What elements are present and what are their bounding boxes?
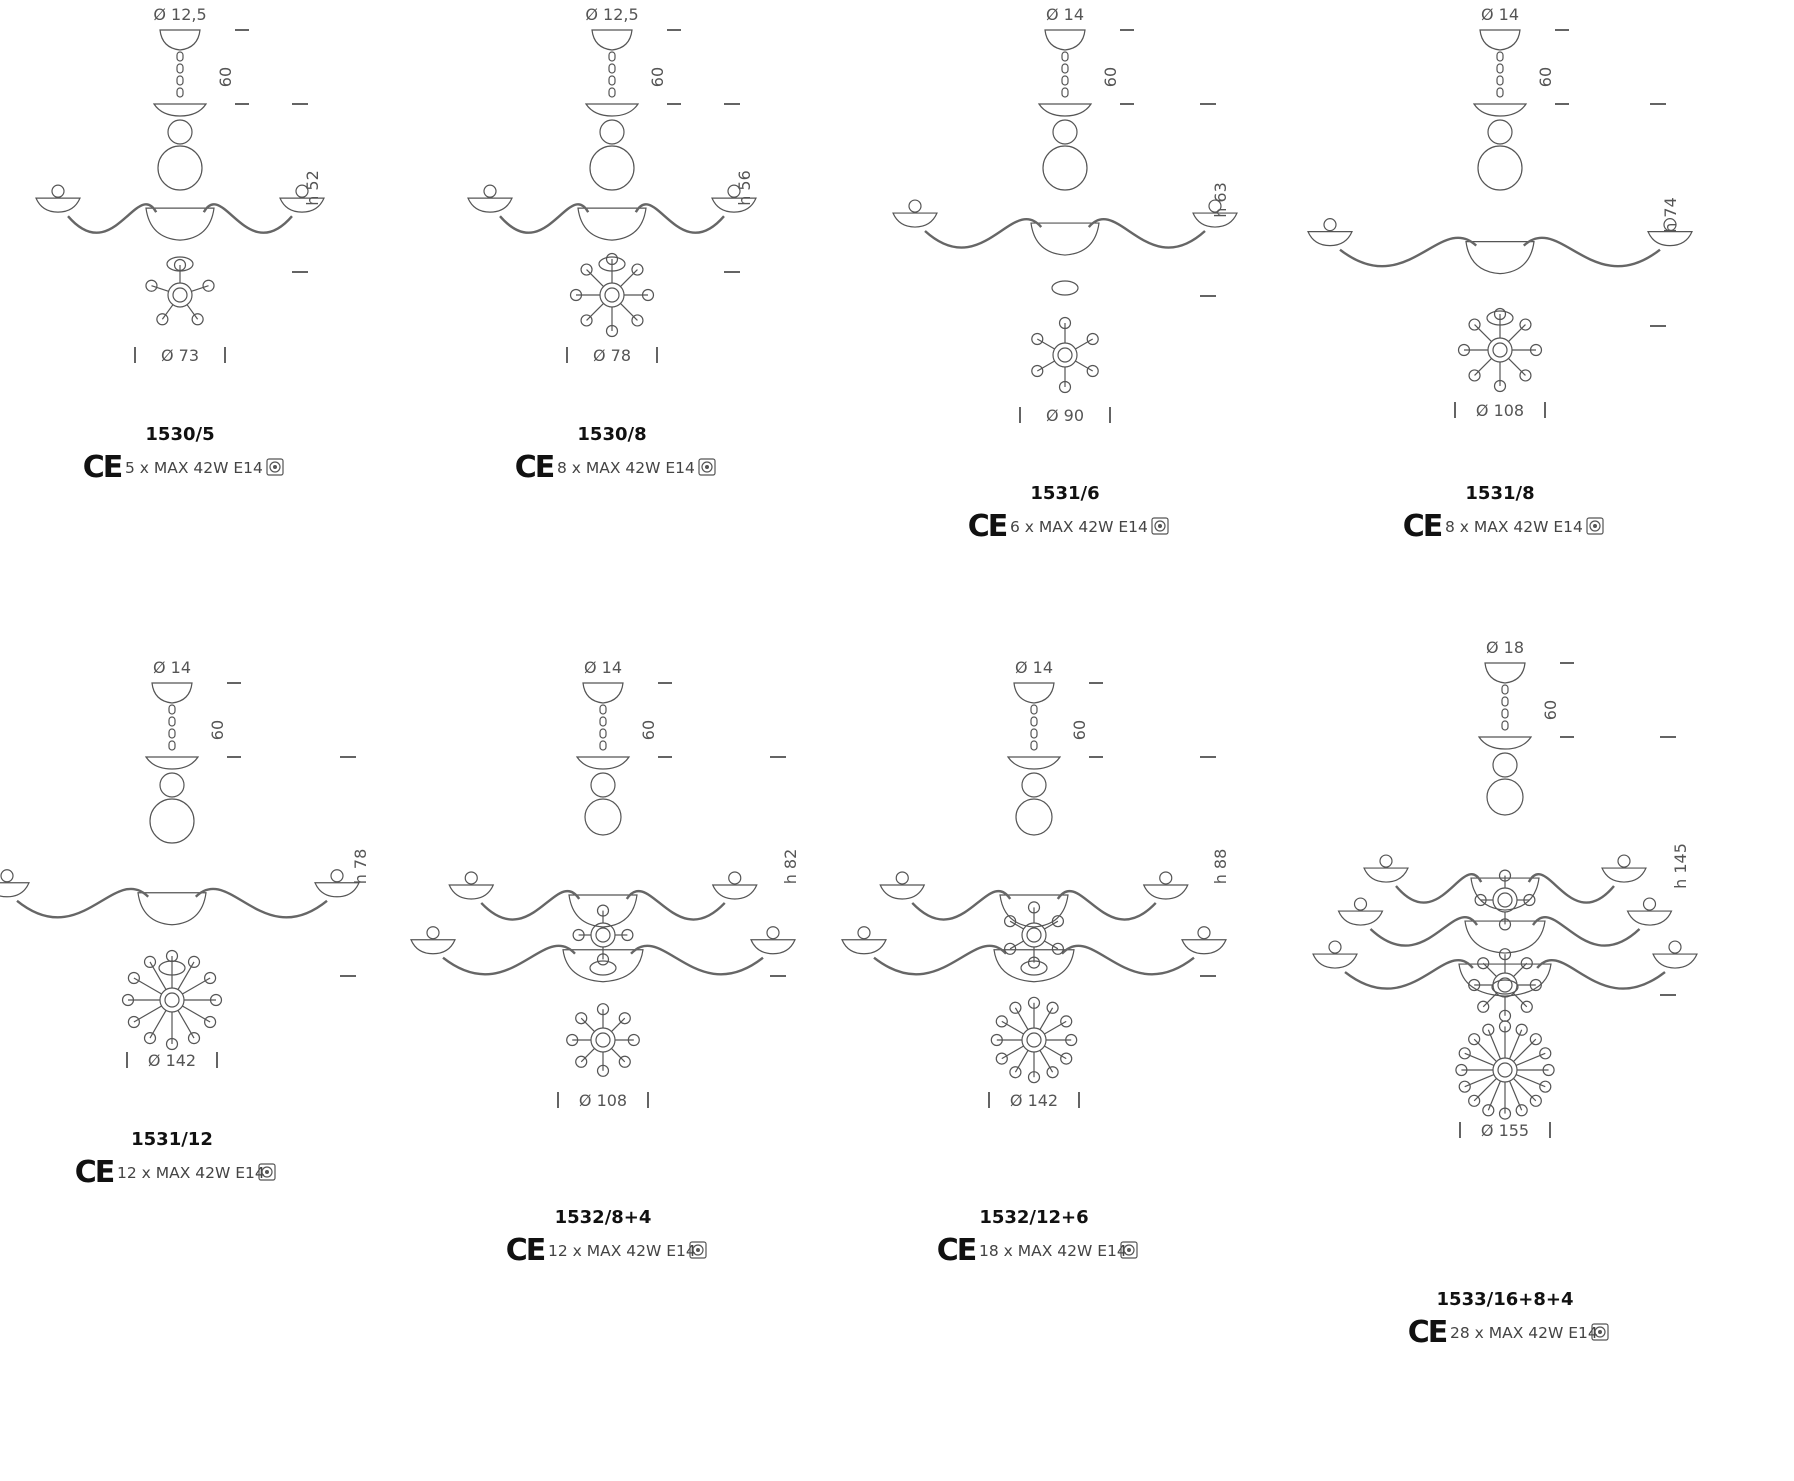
arm <box>481 891 579 919</box>
chain-link <box>1031 705 1037 714</box>
specs-label: 8 x MAX 42W E14 <box>1445 518 1583 536</box>
diameter-label: Ø 90 <box>1045 406 1085 425</box>
stem-sphere <box>158 146 202 190</box>
bobeche <box>1602 868 1646 882</box>
product-1531-12 <box>0 658 370 1190</box>
arm <box>636 204 724 232</box>
stem-sphere <box>1053 120 1077 144</box>
chain-link <box>169 717 175 726</box>
chain-length-label: 60 <box>208 719 227 741</box>
chain-link <box>1062 52 1068 61</box>
ce-mark: CE <box>1402 509 1442 544</box>
plan-hub-inner <box>596 1033 610 1047</box>
top-cup <box>1008 757 1060 769</box>
chain-link <box>600 741 606 750</box>
bulb <box>331 870 343 882</box>
plan-arm <box>1475 358 1492 375</box>
diameter-label: Ø 108 <box>1475 401 1525 420</box>
product-1531-6 <box>893 5 1237 544</box>
height-label: h 88 <box>1211 848 1230 885</box>
diameter-label: Ø 108 <box>578 1091 628 1110</box>
canopy-diameter-label: Ø 18 <box>1485 638 1525 657</box>
bobeche <box>1308 232 1352 246</box>
lamp-class-icon <box>1152 518 1168 534</box>
chain-length-label: 60 <box>1536 66 1555 88</box>
product-code: 1530/8 <box>577 424 647 445</box>
specs-label: 12 x MAX 42W E14 <box>548 1242 696 1260</box>
arm <box>17 889 148 917</box>
arm <box>1529 874 1614 902</box>
plan-arm <box>620 270 637 287</box>
bulb <box>1329 941 1341 953</box>
ce-mark: CE <box>505 1233 545 1268</box>
plan-hub-inner <box>1498 893 1512 907</box>
specs-label: 6 x MAX 42W E14 <box>1010 518 1148 536</box>
chain-link <box>169 741 175 750</box>
chain-link <box>1502 709 1508 718</box>
canopy <box>592 30 632 50</box>
plan-arm <box>1010 941 1024 949</box>
chain-link <box>177 64 183 73</box>
plan-hub <box>1488 338 1512 362</box>
ce-mark: CE <box>967 509 1007 544</box>
plan-arm <box>581 1018 594 1031</box>
arm <box>1371 917 1478 945</box>
arm <box>1524 238 1660 266</box>
bulb <box>1618 855 1630 867</box>
plan-arm <box>1475 325 1492 342</box>
plan-hub <box>160 988 184 1012</box>
chain-link <box>1062 76 1068 85</box>
arm <box>925 219 1041 247</box>
product-code: 1532/8+4 <box>554 1207 652 1228</box>
product-code: 1530/5 <box>145 424 215 445</box>
top-cup <box>146 757 198 769</box>
chain-link <box>1497 52 1503 61</box>
chain-link <box>609 76 615 85</box>
bobeche <box>1653 954 1697 968</box>
arm <box>500 204 588 232</box>
canopy <box>152 683 192 703</box>
chain-link <box>1497 64 1503 73</box>
stem-sphere <box>1488 120 1512 144</box>
arm <box>1537 960 1665 988</box>
plan-hub-inner <box>596 928 610 942</box>
canopy-diameter-label: Ø 14 <box>1480 5 1520 24</box>
chain-link <box>169 729 175 738</box>
product-code: 1531/8 <box>1465 483 1535 504</box>
product-1532-8-4 <box>411 658 800 1268</box>
bobeche <box>0 883 29 897</box>
chain-link <box>177 52 183 61</box>
plan-arm <box>182 978 210 994</box>
bulb <box>729 872 741 884</box>
diameter-label: Ø 155 <box>1480 1121 1530 1140</box>
plan-arm <box>134 1006 162 1022</box>
plan-hub <box>1053 343 1077 367</box>
plan-arm <box>1040 1050 1053 1072</box>
arm <box>631 946 763 974</box>
plan-arm <box>1040 1008 1053 1030</box>
plan-arm <box>1044 1046 1066 1059</box>
bowl <box>1466 242 1534 274</box>
ce-mark: CE <box>82 450 122 485</box>
bobeche <box>449 885 493 899</box>
finial <box>590 961 616 975</box>
chain-length-label: 60 <box>1070 719 1089 741</box>
plan-arm <box>150 962 166 990</box>
bulb <box>1324 219 1336 231</box>
top-cup <box>1039 104 1091 116</box>
stem-sphere <box>600 120 624 144</box>
plan-arm <box>587 303 604 320</box>
bulb <box>1355 898 1367 910</box>
height-label: h 56 <box>735 170 754 206</box>
stem-sphere <box>1478 146 1522 190</box>
product-code: 1533/16+8+4 <box>1436 1289 1574 1310</box>
product-1531-8 <box>1308 5 1692 544</box>
chain-link <box>1502 685 1508 694</box>
plan-arm <box>1015 1008 1028 1030</box>
chain-length-label: 60 <box>639 719 658 741</box>
chain-length-label: 60 <box>648 66 667 88</box>
chain-link <box>1031 729 1037 738</box>
canopy <box>160 30 200 50</box>
plan-arm <box>587 270 604 287</box>
canopy-diameter-label: Ø 14 <box>1045 5 1085 24</box>
bowl <box>138 893 206 925</box>
canopy-diameter-label: Ø 12,5 <box>585 5 639 24</box>
lamp-class-icon <box>267 459 283 475</box>
diameter-label: Ø 78 <box>592 346 632 365</box>
finial <box>1052 281 1078 295</box>
product-code: 1531/6 <box>1030 483 1100 504</box>
plan-arm <box>1513 963 1526 976</box>
plan-arm <box>1044 1021 1066 1034</box>
canopy <box>1045 30 1085 50</box>
chain-link <box>1062 64 1068 73</box>
bulb <box>427 927 439 939</box>
top-cup <box>1474 104 1526 116</box>
bobeche <box>411 940 455 954</box>
product-1532-12-6 <box>842 658 1230 1268</box>
plan-arm <box>1513 993 1526 1006</box>
arm <box>68 204 156 232</box>
product-1533-16-8-4 <box>1313 638 1697 1350</box>
stem-sphere <box>150 799 194 843</box>
stem-sphere <box>1016 799 1052 835</box>
plan-arm <box>178 962 194 990</box>
bobeche <box>713 885 757 899</box>
plan-arm <box>1483 993 1496 1006</box>
arm <box>1533 917 1640 945</box>
arm <box>1058 891 1156 919</box>
bulb <box>1160 872 1172 884</box>
bowl <box>146 208 214 240</box>
bobeche <box>842 940 886 954</box>
plan-hub-inner <box>1027 928 1041 942</box>
chain-length-label: 60 <box>1541 699 1560 721</box>
arm <box>196 889 327 917</box>
arm <box>1340 238 1476 266</box>
top-cup <box>586 104 638 116</box>
bobeche <box>1182 940 1226 954</box>
chain-link <box>1062 88 1068 97</box>
product-code: 1532/12+6 <box>979 1207 1089 1228</box>
arm <box>1396 874 1481 902</box>
product-code: 1531/12 <box>131 1129 213 1150</box>
ce-mark: CE <box>514 450 554 485</box>
plan-hub <box>1493 1058 1517 1082</box>
bowl <box>1031 223 1099 255</box>
canopy <box>1014 683 1054 703</box>
arm <box>1089 219 1205 247</box>
diameter-label: Ø 142 <box>147 1051 197 1070</box>
bulb <box>484 185 496 197</box>
height-label: h 52 <box>303 170 322 206</box>
plan-arm <box>178 1010 194 1038</box>
chain-link <box>609 52 615 61</box>
bobeche <box>1364 868 1408 882</box>
bobeche <box>36 198 80 212</box>
product-1530-8 <box>468 5 756 485</box>
stem-sphere <box>160 773 184 797</box>
plan-arm <box>1508 325 1525 342</box>
arm <box>874 946 1006 974</box>
bulb <box>52 185 64 197</box>
plan-arm <box>134 978 162 994</box>
lamp-class-icon <box>699 459 715 475</box>
canopy <box>1485 663 1525 683</box>
bulb <box>1644 898 1656 910</box>
height-label: h 78 <box>351 848 370 885</box>
plan-hub <box>1493 888 1517 912</box>
plan-hub-inner <box>1027 1033 1041 1047</box>
lamp-class-icon <box>1587 518 1603 534</box>
plan-hub <box>1022 1028 1046 1052</box>
plan-arm <box>182 1006 210 1022</box>
bulb <box>896 872 908 884</box>
stem-sphere <box>168 120 192 144</box>
arm <box>912 891 1010 919</box>
bulb <box>1198 927 1210 939</box>
bulb <box>1380 855 1392 867</box>
plan-hub-inner <box>1498 1063 1512 1077</box>
specs-label: 8 x MAX 42W E14 <box>557 459 695 477</box>
plan-hub <box>591 1028 615 1052</box>
stem-sphere <box>1493 753 1517 777</box>
plan-hub-inner <box>1493 343 1507 357</box>
chain-length-label: 60 <box>216 66 235 88</box>
bobeche <box>880 885 924 899</box>
bulb <box>1669 941 1681 953</box>
product-1530-5 <box>36 5 324 485</box>
chain-link <box>609 64 615 73</box>
canopy-diameter-label: Ø 14 <box>583 658 623 677</box>
plan-hub-inner <box>1058 348 1072 362</box>
bulb <box>858 927 870 939</box>
chain-link <box>1497 88 1503 97</box>
specs-label: 18 x MAX 42W E14 <box>979 1242 1127 1260</box>
canopy <box>583 683 623 703</box>
chain-length-label: 60 <box>1101 66 1120 88</box>
stem-sphere <box>1043 146 1087 190</box>
plan-arm <box>581 1048 594 1061</box>
chain-link <box>169 705 175 714</box>
bobeche <box>1144 885 1188 899</box>
plan-hub <box>600 283 624 307</box>
height-label: h 74 <box>1661 197 1680 233</box>
plan-hub-inner <box>173 288 187 302</box>
chain-link <box>177 76 183 85</box>
bobeche <box>751 940 795 954</box>
ce-mark: CE <box>74 1155 114 1190</box>
top-cup <box>1479 737 1531 749</box>
plan-arm <box>1015 1050 1028 1072</box>
bulb <box>909 200 921 212</box>
chain-link <box>177 88 183 97</box>
plan-arm <box>1044 941 1058 949</box>
bobeche <box>1313 954 1357 968</box>
bowl <box>578 208 646 240</box>
plan-arm <box>150 1010 166 1038</box>
height-label: h 145 <box>1671 843 1690 889</box>
bulb <box>1 870 13 882</box>
bobeche <box>893 213 937 227</box>
arm <box>1345 960 1473 988</box>
specs-label: 12 x MAX 42W E14 <box>117 1164 265 1182</box>
plan-arm <box>1002 1021 1024 1034</box>
plan-hub <box>168 283 192 307</box>
plan-arm <box>1483 963 1496 976</box>
arm <box>204 204 292 232</box>
plan-arm <box>620 303 637 320</box>
canopy <box>1480 30 1520 50</box>
height-label: h 63 <box>1211 182 1230 218</box>
chain-link <box>1497 76 1503 85</box>
ce-mark: CE <box>936 1233 976 1268</box>
specs-label: 5 x MAX 42W E14 <box>125 459 263 477</box>
stem-sphere <box>1022 773 1046 797</box>
diameter-label: Ø 142 <box>1009 1091 1059 1110</box>
bobeche <box>468 198 512 212</box>
canopy-diameter-label: Ø 14 <box>1014 658 1054 677</box>
specs-label: 28 x MAX 42W E14 <box>1450 1324 1598 1342</box>
plan-arm <box>611 1048 624 1061</box>
diameter-label: Ø 73 <box>160 346 200 365</box>
arm <box>627 891 725 919</box>
stem-sphere <box>1487 779 1523 815</box>
chain-link <box>1502 697 1508 706</box>
chain-link <box>609 88 615 97</box>
chain-link <box>600 717 606 726</box>
bobeche <box>1339 911 1383 925</box>
plan-arm <box>611 1018 624 1031</box>
top-cup <box>577 757 629 769</box>
bulb <box>465 872 477 884</box>
bulb <box>767 927 779 939</box>
top-cup <box>154 104 206 116</box>
chain-link <box>1031 717 1037 726</box>
canopy-diameter-label: Ø 14 <box>152 658 192 677</box>
height-label: h 82 <box>781 848 800 885</box>
stem-sphere <box>590 146 634 190</box>
bobeche <box>1628 911 1672 925</box>
chain-link <box>1031 741 1037 750</box>
plan-arm <box>1002 1046 1024 1059</box>
arm <box>1062 946 1194 974</box>
chain-link <box>1502 721 1508 730</box>
plan-hub-inner <box>605 288 619 302</box>
plan-hub-inner <box>165 993 179 1007</box>
stem-sphere <box>585 799 621 835</box>
canopy-diameter-label: Ø 12,5 <box>153 5 207 24</box>
chain-link <box>600 729 606 738</box>
ce-mark: CE <box>1407 1315 1447 1350</box>
chain-link <box>600 705 606 714</box>
arm <box>443 946 575 974</box>
stem-sphere <box>591 773 615 797</box>
plan-arm <box>1508 358 1525 375</box>
